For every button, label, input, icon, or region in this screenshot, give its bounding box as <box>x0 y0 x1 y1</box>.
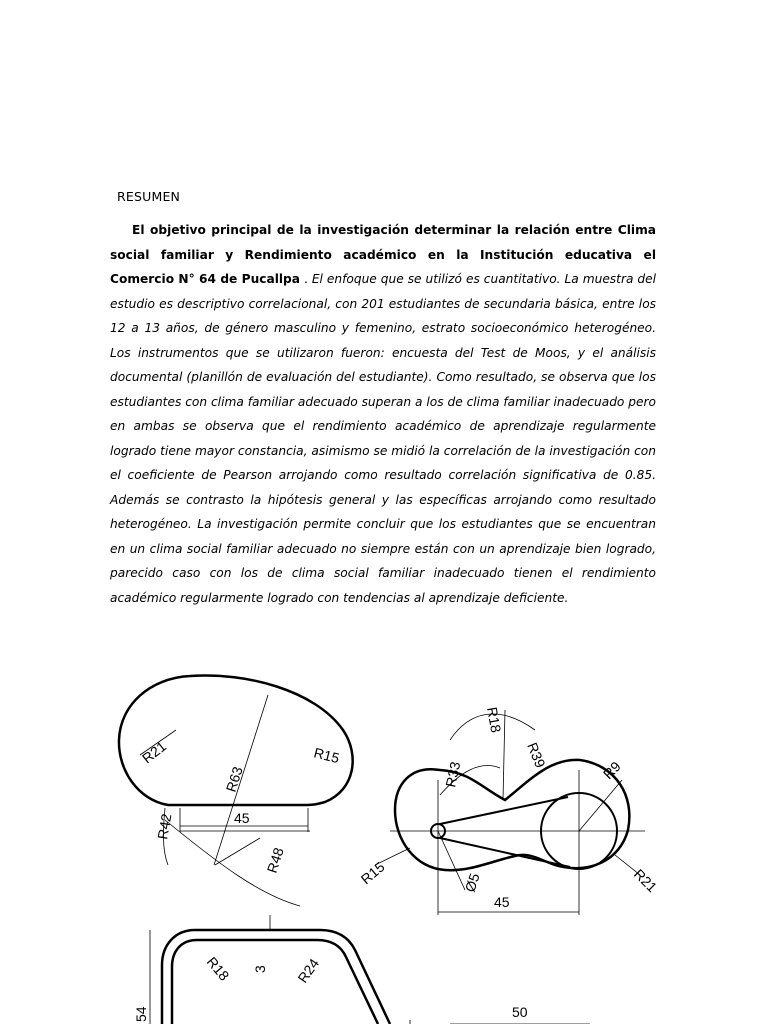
bar-inner <box>172 940 378 1024</box>
label-r18-bottom: R18 <box>203 953 233 984</box>
arm-line-top <box>440 797 568 824</box>
label-r24: R24 <box>294 955 323 986</box>
abstract-paragraph <box>110 218 656 610</box>
label-dim-45-right: 45 <box>494 894 510 910</box>
label-r15-right: R15 <box>357 858 388 888</box>
technical-drawing <box>110 660 690 1024</box>
label-r48: R48 <box>263 845 287 875</box>
label-d5: Ø5 <box>461 871 483 894</box>
label-dim-3: 3 <box>252 965 268 973</box>
label-dim-54: 54 <box>133 1006 149 1022</box>
label-r21-right: R21 <box>630 865 661 896</box>
label-r39: R39 <box>524 740 549 770</box>
label-r33: R33 <box>442 760 464 789</box>
label-r9: R9 <box>599 758 624 783</box>
label-r63: R63 <box>222 764 246 794</box>
abstract-separator: . <box>300 272 312 286</box>
abstract-heading: RESUMEN <box>117 189 181 204</box>
label-dim-50: 50 <box>512 1004 528 1020</box>
label-dim-45-left: 45 <box>234 810 250 826</box>
label-r21-left: R21 <box>138 737 170 767</box>
label-r15-top: R15 <box>312 744 342 767</box>
abstract-body-italic: El enfoque que se utilizó es cuantitativo. La muestra del estudio es descriptivo correlacional, con 201 estudiantes de secundaria básica, entre los 12 a 13 años, de género masculino y femenino, estrato socioeconómico heterogéneo. Los instrumentos que se utilizaron fueron: encuesta del Test de Moos, y el análisis documental (planillón de evaluación del estudiante). Como resultado, se observa que los estudiantes con clima familiar adecuado superan a los de clima familiar inadecuado pero en ambas se observa que el rendimiento académico de aprendizaje regularmente logrado tiene mayor constancia, asimismo se midió la correlación de la investigación con el coeficiente de Pearson arrojando como resultado correlación significativa de 0.85. Además se contrasto la hipótesis general y las específicas arrojando como resultado heterogéneo. La investigación permite concluir que los estudiantes que se encuentran en un clima social familiar adecuado no siempre están con un aprendizaje bien logrado, parecido caso con los de clima social familiar inadecuado tienen el rendimiento académico regularmente logrado con tendencias al aprendizaje deficiente. <box>110 272 657 605</box>
abstract-objective-bold: El objetivo principal de la investigación determinar la relación entre Clima social familiar y Rendimiento académico en la Institución educativa el Comercio N° 64 de Pucallpa <box>110 223 656 286</box>
label-r42: R42 <box>154 812 175 841</box>
label-r18-top: R18 <box>484 705 505 734</box>
linkage-part <box>375 710 645 915</box>
arm-line-bottom <box>440 838 570 867</box>
